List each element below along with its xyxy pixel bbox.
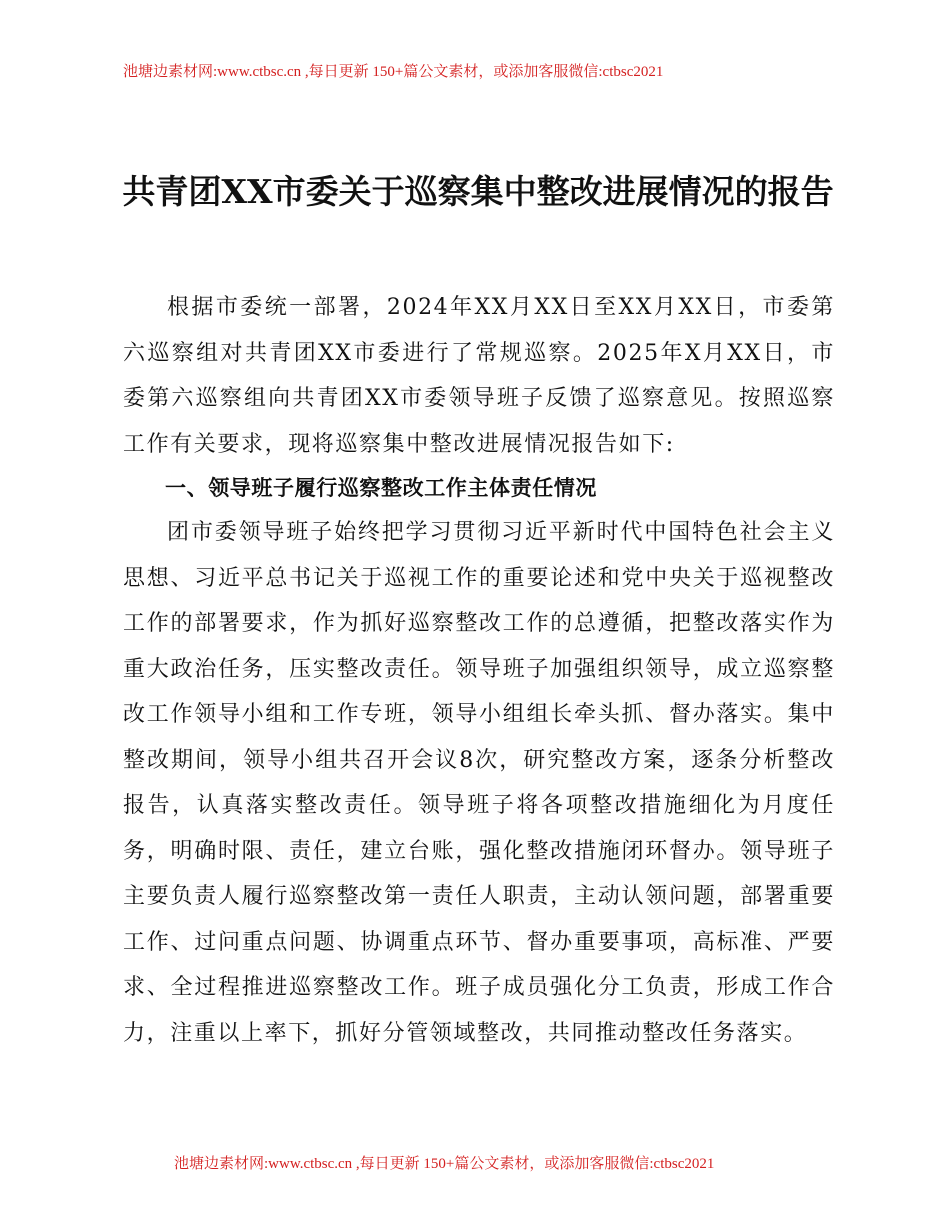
- footer-watermark: 池塘边素材网:www.ctbsc.cn ,每日更新 150+篇公文素材，或添加客服微信:ctbsc2021: [174, 1156, 715, 1172]
- header-watermark: 池塘边素材网:www.ctbsc.cn ,每日更新 150+篇公文素材，或添加客服微信:ctbsc2021: [123, 64, 664, 80]
- intro-paragraph: 根据市委统一部署，2024年XX月XX日至XX月XX日，市委第六巡察组对共青团XX市委进行了常规巡察。2025年X月XX日，市委第六巡察组向共青团XX市委领导班子反馈了巡察意见。按照巡察工作有关要求，现将巡察集中整改进展情况报告如下:: [123, 295, 835, 457]
- section-1-paragraph: 团市委领导班子始终把学习贯彻习近平新时代中国特色社会主义思想、习近平总书记关于巡视工作的重要论述和党中央关于巡视整改工作的部署要求，作为抓好巡察整改工作的总遵循，把整改落实作为重大政治任务，压实整改责任。领导班子加强组织领导，成立巡察整改工作领导小组和工作专班，领导小组组长牵头抓、督办落实。集中整改期间，领导小组共召开会议8次，研究整改方案，逐条分析整改报告，认真落实整改责任。领导班子将各项整改措施细化为月度任务，明确时限、责任，建立台账，强化整改措施闭环督办。领导班子主要负责人履行巡察整改第一责任人职责，主动认领问题，部署重要工作、过问重点问题、协调重点环节、督办重要事项，高标准、严要求、全过程推进巡察整改工作。班子成员强化分工负责，形成工作合力，注重以上率下，抓好分管领域整改，共同推动整改任务落实。: [123, 520, 835, 1046]
- section-1-heading: 一、领导班子履行巡察整改工作主体责任情况: [165, 476, 597, 500]
- document-title: 共青团XX市委关于巡察集中整改进展情况的报告: [122, 172, 834, 211]
- document-body: [123, 285, 835, 1056]
